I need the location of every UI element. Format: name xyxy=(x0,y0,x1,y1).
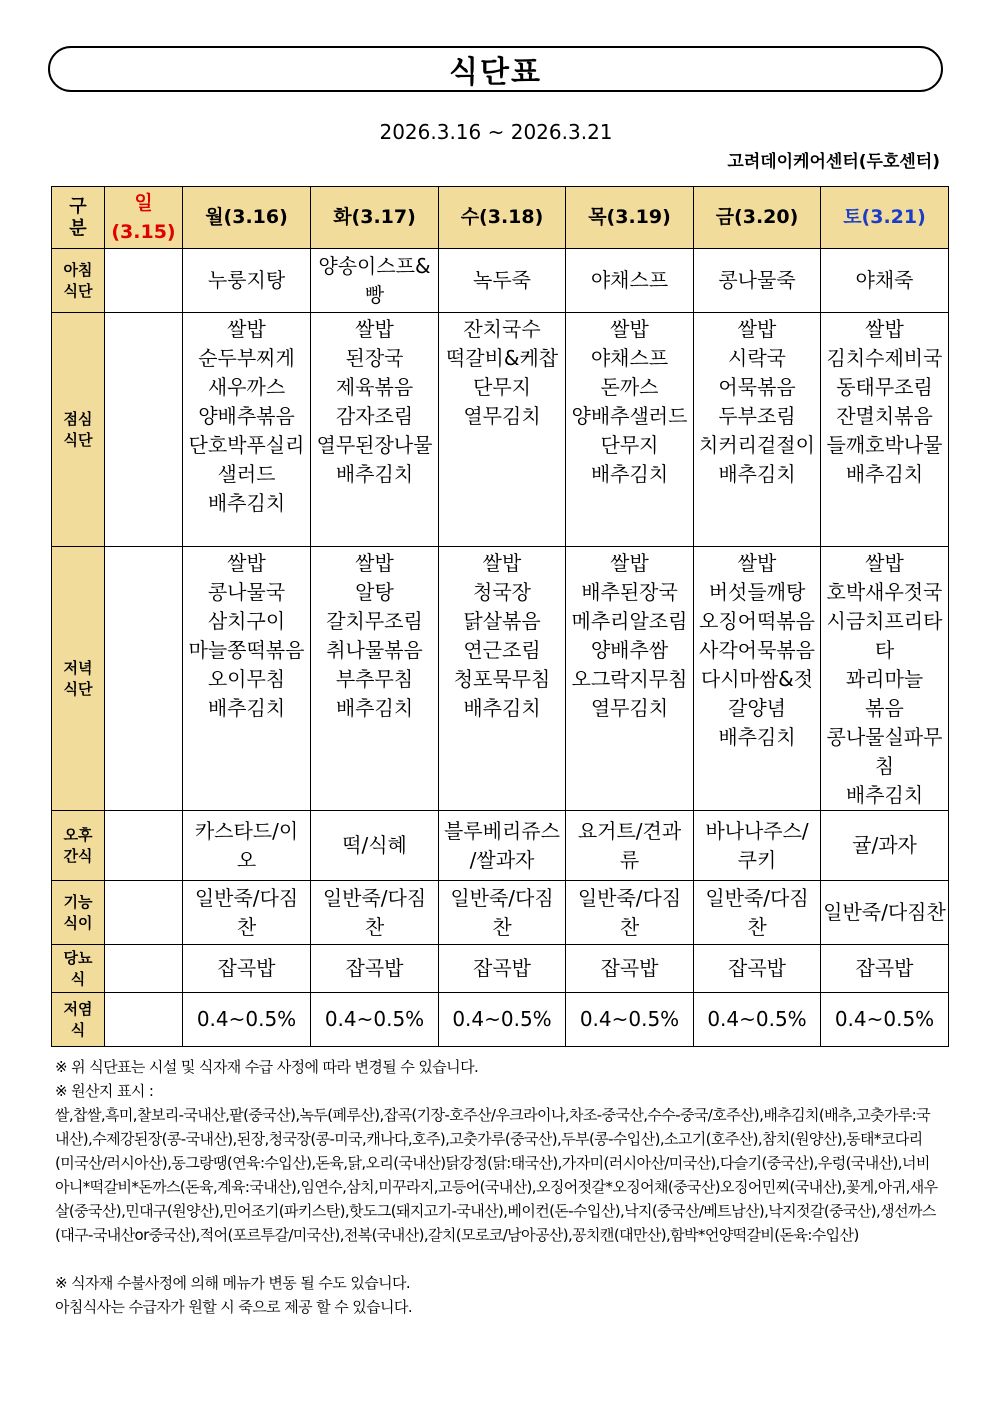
menu-item: 다시마쌈&젓 xyxy=(700,667,814,691)
menu-item: 배추김치 xyxy=(335,462,414,486)
menu-item: 어묵볶음 xyxy=(718,375,796,399)
title-banner xyxy=(48,46,943,92)
menu-cell-low-salt-diet-mon xyxy=(183,993,311,1047)
menu-cell-breakfast-fri xyxy=(694,249,821,313)
row-label-snack: 오후 간식 xyxy=(52,811,105,881)
menu-item: 버섯들깨탕 xyxy=(708,580,806,604)
menu-item: 두부조림 xyxy=(718,404,796,428)
menu-cell-special-diet-mon xyxy=(183,881,311,945)
menu-cell-special-diet-wed xyxy=(439,881,566,945)
note-change: ※ 위 식단표는 시설 및 식자재 수급 사정에 따라 변경될 수 있습니다. xyxy=(55,1058,479,1076)
menu-item: 빵 xyxy=(364,282,385,307)
note-breakfast: 아침식사는 수급자가 원할 시 죽으로 제공 할 수 있습니다. xyxy=(55,1298,412,1316)
menu-item: 배추김치 xyxy=(718,462,796,486)
menu-item: 잡곡밥 xyxy=(345,956,404,980)
menu-cell-diabetic-diet-wed xyxy=(439,945,566,993)
menu-item: 콩나물국 xyxy=(207,580,286,604)
menu-item: 김치수제비국 xyxy=(826,346,943,370)
menu-item: 배추김치 xyxy=(845,783,924,807)
menu-item: 녹두죽 xyxy=(473,268,531,292)
menu-item: 삼치구이 xyxy=(207,609,286,633)
menu-cell-dinner-sun xyxy=(105,547,183,811)
menu-item: 동태무조림 xyxy=(836,375,933,399)
row-label-diabetic-diet: 당뇨 식 xyxy=(52,945,105,993)
menu-item: 오징어떡볶음 xyxy=(699,609,815,633)
menu-item: 일반죽/다짐찬 xyxy=(823,900,946,924)
menu-item: 순두부찌게 xyxy=(198,346,295,370)
menu-item: 쌀밥 xyxy=(865,551,904,575)
menu-item: 단무지 xyxy=(600,433,659,457)
menu-item: 돈까스 xyxy=(600,375,659,399)
menu-item: 배추김치 xyxy=(207,696,286,720)
menu-item: 단무지 xyxy=(473,375,531,399)
menu-cell-dinner-sat xyxy=(821,547,949,811)
menu-item: 제육볶음 xyxy=(335,375,414,399)
menu-cell-snack-thu xyxy=(566,811,694,881)
menu-cell-lunch-fri xyxy=(694,313,821,547)
menu-cell-low-salt-diet-sat xyxy=(821,993,949,1047)
menu-item: 야채죽 xyxy=(855,268,914,292)
menu-item: 류 xyxy=(619,847,640,872)
center-name: 고려데이케어센터(두호센터) xyxy=(727,152,940,172)
menu-cell-diabetic-diet-tue xyxy=(311,945,439,993)
menu-cell-lunch-sun xyxy=(105,313,183,547)
menu-cell-lunch-mon xyxy=(183,313,311,547)
menu-item: 누룽지탕 xyxy=(207,268,286,292)
menu-item: 찬 xyxy=(236,914,257,939)
menu-cell-low-salt-diet-tue xyxy=(311,993,439,1047)
menu-cell-low-salt-diet-fri xyxy=(694,993,821,1047)
menu-cell-dinner-wed xyxy=(439,547,566,811)
menu-item: 쌀밥 xyxy=(737,551,777,575)
day-header-thu: 목(3.19) xyxy=(566,187,694,249)
menu-item: 호박새우젓국 xyxy=(826,580,943,604)
menu-item: 꽈리마늘 xyxy=(845,667,924,691)
day-header-wed: 수(3.18) xyxy=(439,187,566,249)
menu-item: 오이무침 xyxy=(207,667,286,691)
menu-item: 양배추쌈 xyxy=(590,638,669,662)
menu-item: 0.4~0.5% xyxy=(196,1007,297,1031)
menu-cell-breakfast-tue xyxy=(311,249,439,313)
menu-cell-lunch-tue xyxy=(311,313,439,547)
menu-item: 찬 xyxy=(747,914,767,939)
menu-item: 쌀밥 xyxy=(610,317,649,341)
row-label-special-diet: 기능 식이 xyxy=(52,881,105,945)
menu-item: 배추김치 xyxy=(335,696,414,720)
menu-cell-snack-wed xyxy=(439,811,566,881)
menu-item: 부추무침 xyxy=(335,667,414,691)
menu-cell-breakfast-sun xyxy=(105,249,183,313)
menu-item: 열무김치 xyxy=(463,404,541,428)
menu-cell-snack-mon xyxy=(183,811,311,881)
menu-item: 쌀밥 xyxy=(865,317,904,341)
menu-item: 닭살볶음 xyxy=(463,609,541,633)
menu-cell-special-diet-sun xyxy=(105,881,183,945)
menu-item: 침 xyxy=(874,754,895,778)
menu-item: 갈양념 xyxy=(728,696,786,720)
menu-item: 잡곡밥 xyxy=(217,956,276,980)
menu-item: 야채스프 xyxy=(590,268,669,292)
menu-item: 양배추볶음 xyxy=(198,404,295,428)
row-low-salt-diet xyxy=(52,993,949,1047)
day-header-sat: 토(3.21) xyxy=(821,187,949,249)
menu-item: 0.4~0.5% xyxy=(579,1007,680,1031)
row-lunch xyxy=(52,313,949,547)
menu-item: /쌀과자 xyxy=(469,847,535,872)
menu-item: 열무김치 xyxy=(590,696,669,720)
menu-item: 0.4~0.5% xyxy=(707,1007,807,1031)
row-label-breakfast: 아침 식단 xyxy=(52,249,105,313)
menu-item: 일반죽/다짐 xyxy=(322,885,427,910)
menu-item: 메추리알조림 xyxy=(571,609,688,633)
menu-item: 들깨호박나물 xyxy=(826,433,943,457)
menu-item: 카스타드/이 xyxy=(194,818,299,843)
menu-item: 시락국 xyxy=(728,346,786,370)
row-label-low-salt-diet: 저염 식 xyxy=(52,993,105,1047)
menu-cell-breakfast-wed xyxy=(439,249,566,313)
menu-item: 배추김치 xyxy=(845,462,924,486)
menu-cell-dinner-mon xyxy=(183,547,311,811)
menu-cell-dinner-tue xyxy=(311,547,439,811)
menu-item: 샐러드 xyxy=(217,462,276,486)
menu-item: 일반죽/다짐 xyxy=(194,885,299,910)
menu-cell-breakfast-sat xyxy=(821,249,949,313)
menu-item: 배추김치 xyxy=(463,696,541,720)
row-breakfast xyxy=(52,249,949,313)
menu-item: 청국장 xyxy=(473,580,531,604)
menu-cell-lunch-wed xyxy=(439,313,566,547)
row-special-diet xyxy=(52,881,949,945)
menu-item: 새우까스 xyxy=(207,375,286,399)
menu-item: 콩나물실파무 xyxy=(826,725,943,749)
day-header-mon: 월(3.16) xyxy=(183,187,311,249)
note-origin-heading: ※ 원산지 표시 : xyxy=(55,1082,154,1100)
menu-item: 알탕 xyxy=(355,580,394,604)
menu-item: 잡곡밥 xyxy=(855,956,914,980)
origin-list: 쌀,찹쌀,흑미,찰보리-국내산,팥(중국산),녹두(페루산),잡곡(기장-호주산/우크라이나,차조-중국산,수수-중국/호주산),배추김치(배추,고춧가루:국내산),수제강된장(콩-국내산),된장,청국장(콩-미국,캐나다,호주),고춧가루(중국산),두부(콩-수입산),소고기(호주산),참치(원양산),동태*코다리(미국산/러시아산),동그랑땡(연육:수입산),돈육,닭,오리(국내산)닭강정(닭:태국산),가자미(러시아산/미국산),다슬기(중국산),우렁(국내산),너비아니*떡갈비*돈까스(돈육,계육:국내산),임연수,삼치,미꾸라지,고등어(국내산),오징어젓갈*오징어채(중국산)오징어민찌(국내산),꽃게,아귀,새우살(중국산),민대구(원양산),민어조기(파키스탄),핫도그(돼지고기-국내산),베이컨(돈-수입산),낙지(중국산/베트남산),낙지젓갈(중국산),생선까스(대구-국내산or중국산),적어(포르투갈/미국산),전복(국내산),갈치(모로코/남아공산),꽁치캔(대만산),함박*언양떡갈비(돈육:수입산) xyxy=(55,1106,938,1244)
category-header: 구 분 xyxy=(52,187,105,249)
row-label-dinner: 저녁 식단 xyxy=(52,547,105,811)
row-label-lunch: 점심 식단 xyxy=(52,313,105,547)
menu-item: 시금치프리타 xyxy=(826,609,943,633)
menu-item: 쌀밥 xyxy=(227,551,266,575)
menu-item: 취나물볶음 xyxy=(326,638,423,662)
menu-item: 양송이스프& xyxy=(318,253,431,278)
menu-item: 0.4~0.5% xyxy=(324,1007,425,1031)
menu-item: 콩나물죽 xyxy=(718,268,796,292)
menu-item: 갈치무조림 xyxy=(326,609,423,633)
menu-item: 요거트/견과 xyxy=(577,818,682,843)
page-title: 식단표 xyxy=(449,55,542,90)
menu-cell-low-salt-diet-thu xyxy=(566,993,694,1047)
menu-cell-diabetic-diet-sat xyxy=(821,945,949,993)
menu-item: 잔치국수 xyxy=(463,317,541,341)
menu-item: 감자조림 xyxy=(335,404,414,428)
menu-cell-diabetic-diet-sun xyxy=(105,945,183,993)
menu-cell-low-salt-diet-sun xyxy=(105,993,183,1047)
row-dinner xyxy=(52,547,949,811)
menu-item: 쌀밥 xyxy=(355,551,394,575)
menu-item: 일반죽/다짐 xyxy=(705,885,809,910)
menu-item: 치커리겉절이 xyxy=(699,433,815,457)
menu-cell-lunch-sat xyxy=(821,313,949,547)
menu-item: 배추김치 xyxy=(718,725,796,749)
row-snack xyxy=(52,811,949,881)
menu-item: 떡갈비&케찹 xyxy=(445,346,559,370)
menu-item: 마늘쫑떡볶음 xyxy=(188,638,305,662)
menu-item: 잔멸치볶음 xyxy=(836,404,933,428)
menu-item: 야채스프 xyxy=(590,346,669,370)
note-menu-change: ※ 식자재 수불사정에 의해 메뉴가 변동 될 수도 있습니다. xyxy=(55,1274,411,1292)
menu-item: 찬 xyxy=(619,914,640,939)
menu-item: 배추된장국 xyxy=(581,580,678,604)
menu-item: 타 xyxy=(874,638,895,662)
menu-cell-dinner-thu xyxy=(566,547,694,811)
menu-item: 배추김치 xyxy=(207,491,286,515)
row-diabetic-diet xyxy=(52,945,949,993)
meal-table xyxy=(51,186,949,1047)
menu-cell-special-diet-tue xyxy=(311,881,439,945)
menu-cell-dinner-fri xyxy=(694,547,821,811)
menu-cell-lunch-thu xyxy=(566,313,694,547)
menu-item: 바나나주스/ xyxy=(705,818,809,843)
notes-section xyxy=(55,1055,940,1319)
menu-item: 잡곡밥 xyxy=(728,956,786,980)
menu-item: 볶음 xyxy=(865,696,904,720)
menu-cell-diabetic-diet-fri xyxy=(694,945,821,993)
menu-item: 0.4~0.5% xyxy=(452,1007,552,1031)
date-range: 2026.3.16 ~ 2026.3.21 xyxy=(379,120,613,144)
menu-cell-diabetic-diet-thu xyxy=(566,945,694,993)
menu-item: 오 xyxy=(236,847,257,872)
menu-item: 찬 xyxy=(364,914,385,939)
menu-item: 떡/식혜 xyxy=(342,833,407,857)
header-row xyxy=(52,187,949,249)
menu-item: 청포묵무침 xyxy=(453,667,551,691)
menu-item: 블루베리쥬스 xyxy=(444,818,560,843)
menu-item: 단호박푸실리 xyxy=(188,433,305,457)
menu-item: 된장국 xyxy=(345,346,404,370)
menu-item: 잡곡밥 xyxy=(473,956,531,980)
menu-cell-special-diet-fri xyxy=(694,881,821,945)
day-header-tue: 화(3.17) xyxy=(311,187,439,249)
menu-item: 0.4~0.5% xyxy=(834,1007,935,1031)
menu-cell-snack-tue xyxy=(311,811,439,881)
menu-item: 쌀밥 xyxy=(610,551,649,575)
menu-cell-low-salt-diet-wed xyxy=(439,993,566,1047)
menu-item: 오그락지무침 xyxy=(571,667,688,691)
menu-item: 연근조림 xyxy=(463,638,541,662)
menu-item: 귤/과자 xyxy=(852,833,917,857)
menu-item: 일반죽/다짐 xyxy=(450,885,554,910)
menu-item: 찬 xyxy=(492,914,512,939)
menu-item: 잡곡밥 xyxy=(600,956,659,980)
day-header-fri: 금(3.20) xyxy=(694,187,821,249)
menu-cell-breakfast-thu xyxy=(566,249,694,313)
menu-item: 일반죽/다짐 xyxy=(577,885,682,910)
menu-item: 배추김치 xyxy=(590,462,669,486)
menu-cell-diabetic-diet-mon xyxy=(183,945,311,993)
menu-cell-breakfast-mon xyxy=(183,249,311,313)
menu-item: 쌀밥 xyxy=(355,317,394,341)
menu-item: 쌀밥 xyxy=(482,551,522,575)
menu-item: 열무된장나물 xyxy=(316,433,433,457)
menu-item: 쌀밥 xyxy=(737,317,777,341)
menu-cell-special-diet-thu xyxy=(566,881,694,945)
menu-item: 사각어묵볶음 xyxy=(699,638,815,662)
menu-cell-special-diet-sat xyxy=(821,881,949,945)
menu-item: 양배추샐러드 xyxy=(571,404,688,428)
menu-item: 쌀밥 xyxy=(227,317,266,341)
menu-cell-snack-sat xyxy=(821,811,949,881)
day-header-sun: 일(3.15) xyxy=(105,187,183,249)
menu-item: 쿠키 xyxy=(737,847,777,872)
menu-cell-snack-sun xyxy=(105,811,183,881)
menu-cell-snack-fri xyxy=(694,811,821,881)
